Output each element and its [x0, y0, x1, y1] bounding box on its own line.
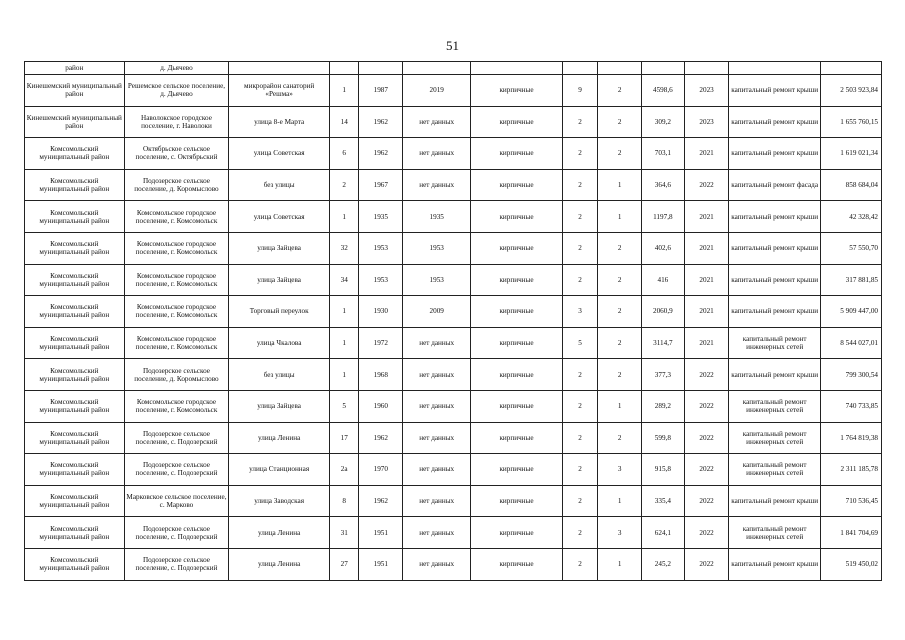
- repair-year-cell: 2022: [684, 422, 729, 454]
- floors-cell: 1: [598, 548, 642, 580]
- work-type-cell: капитальный ремонт крыши: [729, 359, 820, 391]
- district-cell: Комсомольский муниципальный район: [25, 201, 125, 233]
- cost-cell: 1 841 704,69: [820, 517, 881, 549]
- area-cell: 309,2: [642, 106, 685, 138]
- settlement-cell: Решемское сельское поселение, д. Дьячево: [124, 75, 229, 107]
- built-year-cell: 1972: [359, 327, 403, 359]
- cost-cell: 1 619 021,34: [820, 138, 881, 170]
- reconstruction-year-cell: нет данных: [403, 169, 471, 201]
- wall-material-cell: кирпичные: [471, 548, 562, 580]
- floors-cell: 1: [598, 169, 642, 201]
- district-cell: Комсомольский муниципальный район: [25, 517, 125, 549]
- entrances-cell: 2: [562, 422, 598, 454]
- table-row: [25, 169, 882, 201]
- cost-cell: 42 328,42: [820, 201, 881, 233]
- area-cell: 624,1: [642, 517, 685, 549]
- reconstruction-year-cell: 1935: [403, 201, 471, 233]
- table-row: [25, 106, 882, 138]
- built-year-cell: 1953: [359, 264, 403, 296]
- entrances-cell: 2: [562, 138, 598, 170]
- floors-cell: 2: [598, 106, 642, 138]
- cost-cell: 519 450,02: [820, 548, 881, 580]
- table-row: [25, 359, 882, 391]
- house-cell: 14: [329, 106, 358, 138]
- house-cell: [329, 62, 358, 75]
- work-type-cell: капитальный ремонт крыши: [729, 264, 820, 296]
- street-cell: без улицы: [229, 359, 330, 391]
- reconstruction-year-cell: нет данных: [403, 485, 471, 517]
- area-cell: 599,8: [642, 422, 685, 454]
- reconstruction-year-cell: нет данных: [403, 327, 471, 359]
- street-cell: улица Ленина: [229, 548, 330, 580]
- wall-material-cell: кирпичные: [471, 169, 562, 201]
- table-row: [25, 454, 882, 486]
- repair-year-cell: 2021: [684, 327, 729, 359]
- repair-year-cell: 2023: [684, 106, 729, 138]
- entrances-cell: 2: [562, 106, 598, 138]
- floors-cell: 2: [598, 75, 642, 107]
- cost-cell: 57 550,70: [820, 232, 881, 264]
- reconstruction-year-cell: нет данных: [403, 517, 471, 549]
- street-cell: микрорайон санаторий «Решма»: [229, 75, 330, 107]
- cost-cell: 5 909 447,00: [820, 296, 881, 328]
- floors-cell: 3: [598, 517, 642, 549]
- work-type-cell: капитальный ремонт инженерных сетей: [729, 454, 820, 486]
- repair-year-cell: 2022: [684, 454, 729, 486]
- settlement-cell: Подозерское сельское поселение, с. Подозерский: [124, 422, 229, 454]
- wall-material-cell: кирпичные: [471, 454, 562, 486]
- street-cell: улица Заводская: [229, 485, 330, 517]
- street-cell: улица Ленина: [229, 422, 330, 454]
- wall-material-cell: кирпичные: [471, 106, 562, 138]
- cost-cell: 858 684,04: [820, 169, 881, 201]
- built-year-cell: 1962: [359, 485, 403, 517]
- reconstruction-year-cell: нет данных: [403, 390, 471, 422]
- settlement-cell: Подозерское сельское поселение, д. Коромыслово: [124, 169, 229, 201]
- table-row: [25, 485, 882, 517]
- wall-material-cell: [471, 62, 562, 75]
- area-cell: 245,2: [642, 548, 685, 580]
- house-cell: 1: [329, 201, 358, 233]
- reconstruction-year-cell: нет данных: [403, 548, 471, 580]
- entrances-cell: 5: [562, 327, 598, 359]
- cost-cell: 8 544 027,01: [820, 327, 881, 359]
- cost-cell: 1 764 819,38: [820, 422, 881, 454]
- area-cell: 4598,6: [642, 75, 685, 107]
- wall-material-cell: кирпичные: [471, 75, 562, 107]
- street-cell: улица Советская: [229, 138, 330, 170]
- street-cell: улица Зайцева: [229, 264, 330, 296]
- entrances-cell: 2: [562, 390, 598, 422]
- street-cell: [229, 62, 330, 75]
- reconstruction-year-cell: нет данных: [403, 138, 471, 170]
- street-cell: улица Ленина: [229, 517, 330, 549]
- repair-year-cell: 2021: [684, 201, 729, 233]
- area-cell: 3114,7: [642, 327, 685, 359]
- street-cell: улица Зайцева: [229, 390, 330, 422]
- built-year-cell: 1951: [359, 517, 403, 549]
- built-year-cell: 1935: [359, 201, 403, 233]
- built-year-cell: 1962: [359, 106, 403, 138]
- built-year-cell: [359, 62, 403, 75]
- entrances-cell: 3: [562, 296, 598, 328]
- built-year-cell: 1962: [359, 422, 403, 454]
- entrances-cell: 2: [562, 359, 598, 391]
- table-row: [25, 75, 882, 107]
- settlement-cell: Наволокское городское поселение, г. Наволоки: [124, 106, 229, 138]
- settlement-cell: Марковское сельское поселение, с. Марково: [124, 485, 229, 517]
- settlement-cell: Подозерское сельское поселение, с. Подозерский: [124, 454, 229, 486]
- street-cell: улица Станционная: [229, 454, 330, 486]
- house-cell: 1: [329, 359, 358, 391]
- work-type-cell: капитальный ремонт инженерных сетей: [729, 390, 820, 422]
- entrances-cell: 2: [562, 485, 598, 517]
- entrances-cell: 2: [562, 201, 598, 233]
- repair-year-cell: 2022: [684, 169, 729, 201]
- district-cell: Кинешемский муниципальный район: [25, 106, 125, 138]
- table-row: [25, 422, 882, 454]
- house-cell: 8: [329, 485, 358, 517]
- wall-material-cell: кирпичные: [471, 264, 562, 296]
- district-cell: Комсомольский муниципальный район: [25, 296, 125, 328]
- work-type-cell: капитальный ремонт крыши: [729, 296, 820, 328]
- floors-cell: 3: [598, 454, 642, 486]
- district-cell: Комсомольский муниципальный район: [25, 390, 125, 422]
- settlement-cell: Комсомольское городское поселение, г. Комсомольск: [124, 390, 229, 422]
- wall-material-cell: кирпичные: [471, 138, 562, 170]
- wall-material-cell: кирпичные: [471, 390, 562, 422]
- built-year-cell: 1953: [359, 232, 403, 264]
- district-cell: Комсомольский муниципальный район: [25, 264, 125, 296]
- district-cell: район: [25, 62, 125, 75]
- built-year-cell: 1967: [359, 169, 403, 201]
- area-cell: 289,2: [642, 390, 685, 422]
- work-type-cell: капитальный ремонт крыши: [729, 75, 820, 107]
- street-cell: улица 8-е Марта: [229, 106, 330, 138]
- built-year-cell: 1987: [359, 75, 403, 107]
- floors-cell: 1: [598, 201, 642, 233]
- work-type-cell: капитальный ремонт крыши: [729, 548, 820, 580]
- reconstruction-year-cell: 1953: [403, 264, 471, 296]
- area-cell: 915,8: [642, 454, 685, 486]
- built-year-cell: 1930: [359, 296, 403, 328]
- built-year-cell: 1970: [359, 454, 403, 486]
- street-cell: улица Советская: [229, 201, 330, 233]
- house-cell: 1: [329, 296, 358, 328]
- reconstruction-year-cell: нет данных: [403, 106, 471, 138]
- reconstruction-year-cell: нет данных: [403, 422, 471, 454]
- area-cell: 402,6: [642, 232, 685, 264]
- page-number: 51: [446, 38, 459, 53]
- reconstruction-year-cell: 1953: [403, 232, 471, 264]
- table-row: [25, 517, 882, 549]
- cost-cell: 740 733,85: [820, 390, 881, 422]
- entrances-cell: 2: [562, 517, 598, 549]
- district-cell: Комсомольский муниципальный район: [25, 359, 125, 391]
- cost-cell: 2 503 923,84: [820, 75, 881, 107]
- reconstruction-year-cell: нет данных: [403, 359, 471, 391]
- house-cell: 32: [329, 232, 358, 264]
- district-cell: Комсомольский муниципальный район: [25, 327, 125, 359]
- cost-cell: [820, 62, 881, 75]
- settlement-cell: Подозерское сельское поселение, с. Подозерский: [124, 517, 229, 549]
- repair-year-cell: [684, 62, 729, 75]
- street-cell: Торговый переулок: [229, 296, 330, 328]
- built-year-cell: 1951: [359, 548, 403, 580]
- street-cell: без улицы: [229, 169, 330, 201]
- wall-material-cell: кирпичные: [471, 517, 562, 549]
- house-cell: 1: [329, 75, 358, 107]
- floors-cell: 2: [598, 296, 642, 328]
- reconstruction-year-cell: [403, 62, 471, 75]
- work-type-cell: капитальный ремонт крыши: [729, 485, 820, 517]
- floors-cell: [598, 62, 642, 75]
- work-type-cell: капитальный ремонт крыши: [729, 106, 820, 138]
- repair-year-cell: 2022: [684, 359, 729, 391]
- cost-cell: 710 536,45: [820, 485, 881, 517]
- house-cell: 17: [329, 422, 358, 454]
- district-cell: Кинешемский муниципальный район: [25, 75, 125, 107]
- area-cell: [642, 62, 685, 75]
- reconstruction-year-cell: 2009: [403, 296, 471, 328]
- area-cell: 377,3: [642, 359, 685, 391]
- house-cell: 5: [329, 390, 358, 422]
- settlement-cell: Подозерское сельское поселение, с. Подозерский: [124, 548, 229, 580]
- cost-cell: 1 655 760,15: [820, 106, 881, 138]
- wall-material-cell: кирпичные: [471, 201, 562, 233]
- settlement-cell: Комсомольское городское поселение, г. Комсомольск: [124, 201, 229, 233]
- area-cell: 2060,9: [642, 296, 685, 328]
- repair-year-cell: 2021: [684, 296, 729, 328]
- cost-cell: 2 311 185,78: [820, 454, 881, 486]
- house-cell: 1: [329, 327, 358, 359]
- floors-cell: 2: [598, 232, 642, 264]
- area-cell: 335,4: [642, 485, 685, 517]
- table-row: [25, 138, 882, 170]
- district-cell: Комсомольский муниципальный район: [25, 138, 125, 170]
- repair-year-cell: 2022: [684, 548, 729, 580]
- work-type-cell: капитальный ремонт крыши: [729, 138, 820, 170]
- table-row: [25, 232, 882, 264]
- district-cell: Комсомольский муниципальный район: [25, 169, 125, 201]
- wall-material-cell: кирпичные: [471, 485, 562, 517]
- district-cell: Комсомольский муниципальный район: [25, 548, 125, 580]
- settlement-cell: Комсомольское городское поселение, г. Комсомольск: [124, 264, 229, 296]
- district-cell: Комсомольский муниципальный район: [25, 232, 125, 264]
- cost-cell: 317 881,85: [820, 264, 881, 296]
- reconstruction-year-cell: нет данных: [403, 454, 471, 486]
- table-row: [25, 390, 882, 422]
- entrances-cell: 9: [562, 75, 598, 107]
- wall-material-cell: кирпичные: [471, 296, 562, 328]
- repair-year-cell: 2023: [684, 75, 729, 107]
- housing-repair-table: [24, 61, 882, 581]
- table-row: [25, 264, 882, 296]
- work-type-cell: капитальный ремонт инженерных сетей: [729, 327, 820, 359]
- work-type-cell: капитальный ремонт крыши: [729, 201, 820, 233]
- repair-year-cell: 2022: [684, 517, 729, 549]
- area-cell: 416: [642, 264, 685, 296]
- built-year-cell: 1960: [359, 390, 403, 422]
- district-cell: Комсомольский муниципальный район: [25, 454, 125, 486]
- house-cell: 2а: [329, 454, 358, 486]
- table-row: [25, 201, 882, 233]
- table-row: [25, 548, 882, 580]
- entrances-cell: 2: [562, 264, 598, 296]
- street-cell: улица Чкалова: [229, 327, 330, 359]
- repair-year-cell: 2021: [684, 264, 729, 296]
- entrances-cell: 2: [562, 169, 598, 201]
- work-type-cell: капитальный ремонт фасада: [729, 169, 820, 201]
- wall-material-cell: кирпичные: [471, 422, 562, 454]
- floors-cell: 2: [598, 327, 642, 359]
- floors-cell: 1: [598, 485, 642, 517]
- floors-cell: 2: [598, 264, 642, 296]
- area-cell: 703,1: [642, 138, 685, 170]
- house-cell: 6: [329, 138, 358, 170]
- settlement-cell: Комсомольское городское поселение, г. Комсомольск: [124, 327, 229, 359]
- floors-cell: 2: [598, 359, 642, 391]
- district-cell: Комсомольский муниципальный район: [25, 485, 125, 517]
- settlement-cell: Комсомольское городское поселение, г. Комсомольск: [124, 296, 229, 328]
- entrances-cell: 2: [562, 454, 598, 486]
- work-type-cell: капитальный ремонт инженерных сетей: [729, 422, 820, 454]
- settlement-cell: Подозерское сельское поселение, д. Коромыслово: [124, 359, 229, 391]
- house-cell: 31: [329, 517, 358, 549]
- table-row: [25, 327, 882, 359]
- house-cell: 2: [329, 169, 358, 201]
- work-type-cell: капитальный ремонт инженерных сетей: [729, 517, 820, 549]
- settlement-cell: Комсомольское городское поселение, г. Комсомольск: [124, 232, 229, 264]
- repair-year-cell: 2022: [684, 485, 729, 517]
- table-row-continuation: [25, 62, 882, 75]
- street-cell: улица Зайцева: [229, 232, 330, 264]
- repair-year-cell: 2021: [684, 232, 729, 264]
- house-cell: 34: [329, 264, 358, 296]
- built-year-cell: 1962: [359, 138, 403, 170]
- entrances-cell: [562, 62, 598, 75]
- reconstruction-year-cell: 2019: [403, 75, 471, 107]
- area-cell: 1197,8: [642, 201, 685, 233]
- house-cell: 27: [329, 548, 358, 580]
- built-year-cell: 1968: [359, 359, 403, 391]
- table-row: [25, 296, 882, 328]
- entrances-cell: 2: [562, 232, 598, 264]
- floors-cell: 1: [598, 390, 642, 422]
- work-type-cell: капитальный ремонт крыши: [729, 232, 820, 264]
- work-type-cell: [729, 62, 820, 75]
- wall-material-cell: кирпичные: [471, 327, 562, 359]
- settlement-cell: Октябрьское сельское поселение, с. Октябрьский: [124, 138, 229, 170]
- floors-cell: 2: [598, 422, 642, 454]
- repair-year-cell: 2022: [684, 390, 729, 422]
- district-cell: Комсомольский муниципальный район: [25, 422, 125, 454]
- repair-year-cell: 2021: [684, 138, 729, 170]
- entrances-cell: 2: [562, 548, 598, 580]
- floors-cell: 2: [598, 138, 642, 170]
- cost-cell: 799 300,54: [820, 359, 881, 391]
- wall-material-cell: кирпичные: [471, 232, 562, 264]
- wall-material-cell: кирпичные: [471, 359, 562, 391]
- settlement-cell: д. Дьячево: [124, 62, 229, 75]
- area-cell: 364,6: [642, 169, 685, 201]
